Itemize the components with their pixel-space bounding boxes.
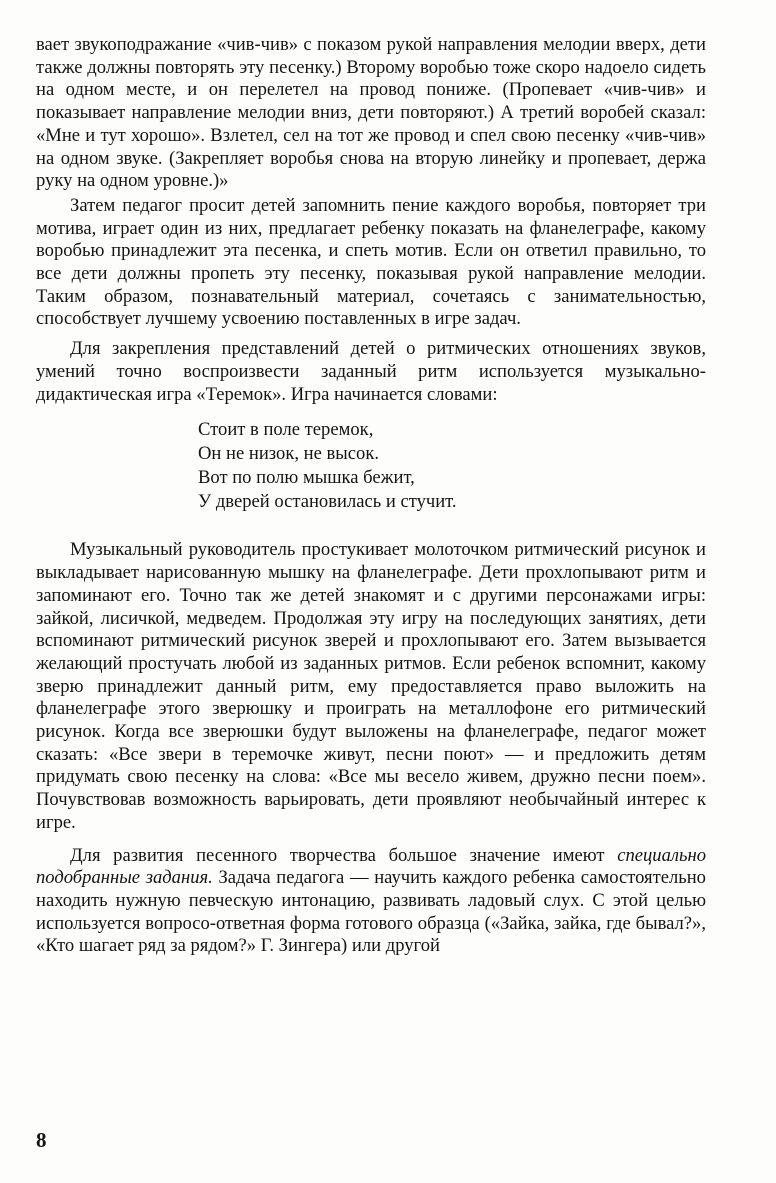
text-block: [36, 34, 706, 958]
paragraph-5: [36, 845, 706, 959]
paragraph-5-start: Для развития песенного творчества большое значение имеют: [70, 844, 605, 866]
poem-line-1: Стоит в поле теремок,: [198, 419, 374, 441]
poem-line-4: У дверей остановилась и стучит.: [198, 490, 457, 512]
paragraph-1: вает звукоподражание «чив-чив» с показом рукой направления мелодии вверх, дети также должны повторять эту песенку.) Второму воробью тоже скоро надоело сидеть на одном месте, и он перелетел на провод пониже. (Пропевает «чив-чив» и показывает направление мелодии вниз, дети повторяют.) А третий воробей сказал: «Мне и тут хорошо». Взлетел, сел на тот же провод и спел свою песенку «чив-чив» на одном звуке. (Закрепляет воробья снова на вторую линейку и пропевает, держа руку на одном уровне.)»: [36, 34, 706, 192]
paragraph-4: Музыкальный руководитель простукивает молоточком ритмический рисунок и выкладывает нарисованную мышку на фланелеграфе. Дети прохлопывают ритм и запоминают его. Точно так же детей знакомят и с другими персонажами игры: зайкой, лисичкой, медведем. Продолжая эту игру на последующих занятиях, дети вспоминают ритмический рисунок зверей и прохлопывают его. Затем вызывается желающий простучать любой из заданных ритмов. Если ребенок вспомнит, какому зверю принадлежит данный ритм, ему предоставляется право выложить на фланелеграфе этого зверюшку и проиграть на металлофоне его ритмический рисунок. Когда все зверюшки будут выложены на фланелеграфе, педагог может сказать: «Все звери в теремочке живут, песни поют» — и предложить детям придумать свою песенку на слова: «Все мы весело живем, дружно песни поем». Почувствовав возможность варьировать, дети проявляют необычайный интерес к игре.: [36, 539, 706, 833]
page-number: 8: [36, 1128, 47, 1152]
paragraph-5-rest: Задача педагога — научить каждого ребенка самостоятельно находить нужную певческую интонацию, развивать ладовый слух. С этой целью используется вопросо-ответная форма готового образца («Зайка, зайка, где бывал?», «Кто шагает ряд за рядом?» Г. Зингера) или другой: [36, 867, 706, 957]
poem-block: [198, 418, 706, 513]
paragraph-2: Затем педагог просит детей запомнить пение каждого воробья, повторяет три мотива, играет один из них, предлагает ребенку показать на фланелеграфе, какому воробью принадлежит эта песенка, и спеть мотив. Если он ответил правильно, то все дети должны пропеть эту песенку, показывая рукой направление мелодии. Таким образом, познавательный материал, сочетаясь с занимательностью, способствует лучшему усвоению поставленных в игре задач.: [36, 194, 706, 330]
paragraph-3: Для закрепления представлений детей о ритмических отношениях звуков, умений точно воспроизвести заданный ритм используется музыкально-дидактическая игра «Теремок». Игра начинается словами:: [36, 338, 706, 405]
poem-line-2: Он не низок, не высок.: [198, 443, 379, 465]
poem-line-3: Вот по полю мышка бежит,: [198, 466, 415, 488]
paragraph-5-emphasis: специально подобранные задания.: [36, 844, 706, 889]
